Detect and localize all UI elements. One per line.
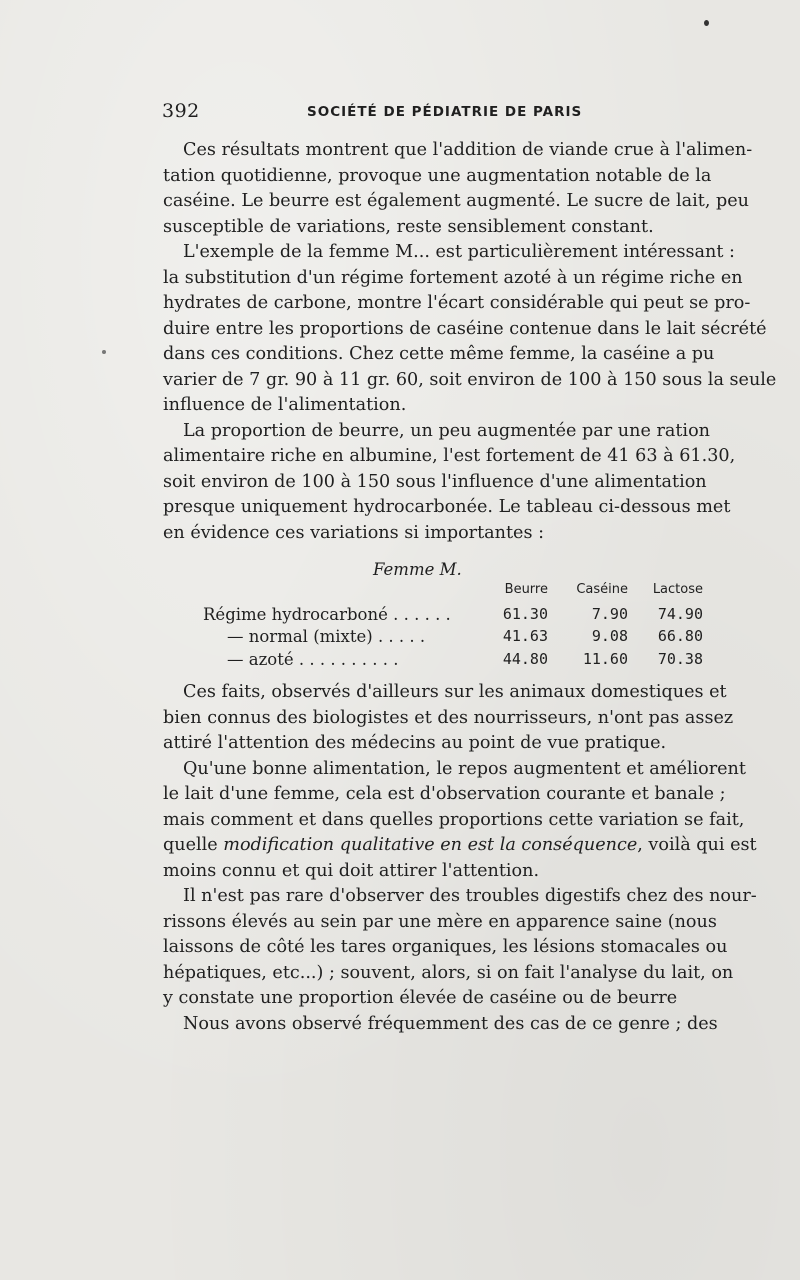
- text-line: en évidence ces variations si importantes :: [163, 522, 545, 543]
- text-line: soit environ de 100 à 150 sous l'influence d'une alimentation: [163, 471, 707, 492]
- text-line: Nous avons observé fréquemment des cas de ce genre ; des: [183, 1013, 718, 1034]
- text-line: moins connu et qui doit attirer l'attention.: [163, 860, 540, 881]
- table-row: [203, 650, 703, 673]
- text-line: susceptible de variations, reste sensiblement constant.: [163, 216, 654, 237]
- table-cell: 66.80: [657, 627, 703, 645]
- text-line: Ces faits, observés d'ailleurs sur les animaux domestiques et: [183, 682, 727, 702]
- text-line: rissons élevés au sein par une mère en apparence saine (nous: [163, 911, 717, 932]
- body-text-top: [163, 138, 777, 546]
- text-line: attiré l'attention des médecins au point de vue pratique.: [163, 733, 667, 753]
- text-line: alimentaire riche en albumine, l'est fortement de 41 63 à 61.30,: [163, 446, 736, 466]
- text-line: y constate une proportion élevée de caséine ou de beurre: [163, 988, 678, 1008]
- text-line: Il n'est pas rare d'observer des troubles digestifs chez des nour-: [183, 886, 757, 906]
- text-line: bien connus des biologistes et des nourrisseurs, n'ont pas assez: [163, 707, 734, 728]
- text-line: le lait d'une femme, cela est d'observation courante et banale ;: [163, 784, 726, 804]
- text-line: hydrates de carbone, montre l'écart considérable qui peut se pro-: [163, 293, 751, 313]
- text-line: La proportion de beurre, un peu augmentée par une ration: [183, 420, 710, 441]
- table-cell: 70.38: [657, 649, 703, 668]
- text-line: duire entre les proportions de caséine contenue dans le lait sécrété: [163, 318, 767, 339]
- ink-speck: [704, 20, 709, 26]
- row-label: — normal (mixte) . . . . .: [227, 627, 426, 646]
- ink-speck: [102, 350, 106, 354]
- table-cell: 61.30: [502, 604, 548, 623]
- page-number: 392: [162, 100, 200, 122]
- text-line: presque uniquement hydrocarbonée. Le tableau ci-dessous met: [163, 497, 731, 517]
- paragraph: [163, 757, 757, 885]
- text-line: caséine. Le beurre est également augmenté. Le sucre de lait, peu: [163, 191, 750, 211]
- table-header-row: [203, 582, 703, 605]
- column-header: Beurre: [504, 582, 548, 597]
- row-label: Régime hydrocarboné . . . . . .: [203, 604, 451, 624]
- text-line: influence de l'alimentation.: [163, 395, 407, 415]
- table-cell: 44.80: [502, 649, 548, 668]
- text-line: la substitution d'un régime fortement azoté à un régime riche en: [163, 267, 743, 288]
- table-cell: 9.08: [591, 627, 628, 645]
- text-line: L'exemple de la femme M... est particulièrement intéressant :: [183, 242, 735, 262]
- paragraph: [163, 1012, 718, 1038]
- table-row: [203, 605, 703, 628]
- body-text-bottom: [163, 680, 757, 1037]
- text-line: laissons de côté les tares organiques, les lésions stomacales ou: [163, 937, 728, 957]
- table-body: [203, 582, 703, 672]
- table-caption: Femme M.: [373, 560, 462, 579]
- text-line: varier de 7 gr. 90 à 11 gr. 60, soit environ de 100 à 150 sous la seule: [163, 369, 777, 390]
- text-line: Ces résultats montrent que l'addition de viande crue à l'alimen-: [183, 140, 753, 160]
- text-run: , voilà qui est: [637, 835, 757, 855]
- table-row: [203, 627, 703, 650]
- text-line: dans ces conditions. Chez cette même femme, la caséine a pu: [163, 344, 715, 364]
- table-cell: 41.63: [502, 627, 548, 645]
- paragraph: [163, 884, 757, 1012]
- text-line-with-italic: [163, 833, 757, 859]
- table-cell: 11.60: [582, 649, 628, 668]
- column-header: Caséine: [576, 582, 628, 597]
- italic-phrase: modification qualitative en est la conséquence: [223, 835, 638, 855]
- text-line: mais comment et dans quelles proportions cette variation se fait,: [163, 809, 745, 830]
- paragraph: [163, 138, 753, 240]
- text-line: tation quotidienne, provoque une augmentation notable de la: [163, 165, 712, 186]
- paragraph: [163, 240, 777, 419]
- row-label: — azoté . . . . . . . . . .: [227, 649, 399, 669]
- table-cell: 74.90: [657, 604, 703, 623]
- text-run: quelle: [163, 835, 224, 855]
- paragraph: [163, 680, 734, 757]
- text-line: hépatiques, etc...) ; souvent, alors, si on fait l'analyse du lait, on: [163, 962, 734, 983]
- text-line: Qu'une bonne alimentation, le repos augmentent et améliorent: [183, 758, 746, 779]
- running-title: SOCIÉTÉ DE PÉDIATRIE DE PARIS: [307, 104, 583, 120]
- column-header: Lactose: [652, 582, 703, 597]
- table-cell: 7.90: [591, 604, 628, 623]
- page-header: [162, 100, 702, 124]
- paragraph: [163, 419, 736, 547]
